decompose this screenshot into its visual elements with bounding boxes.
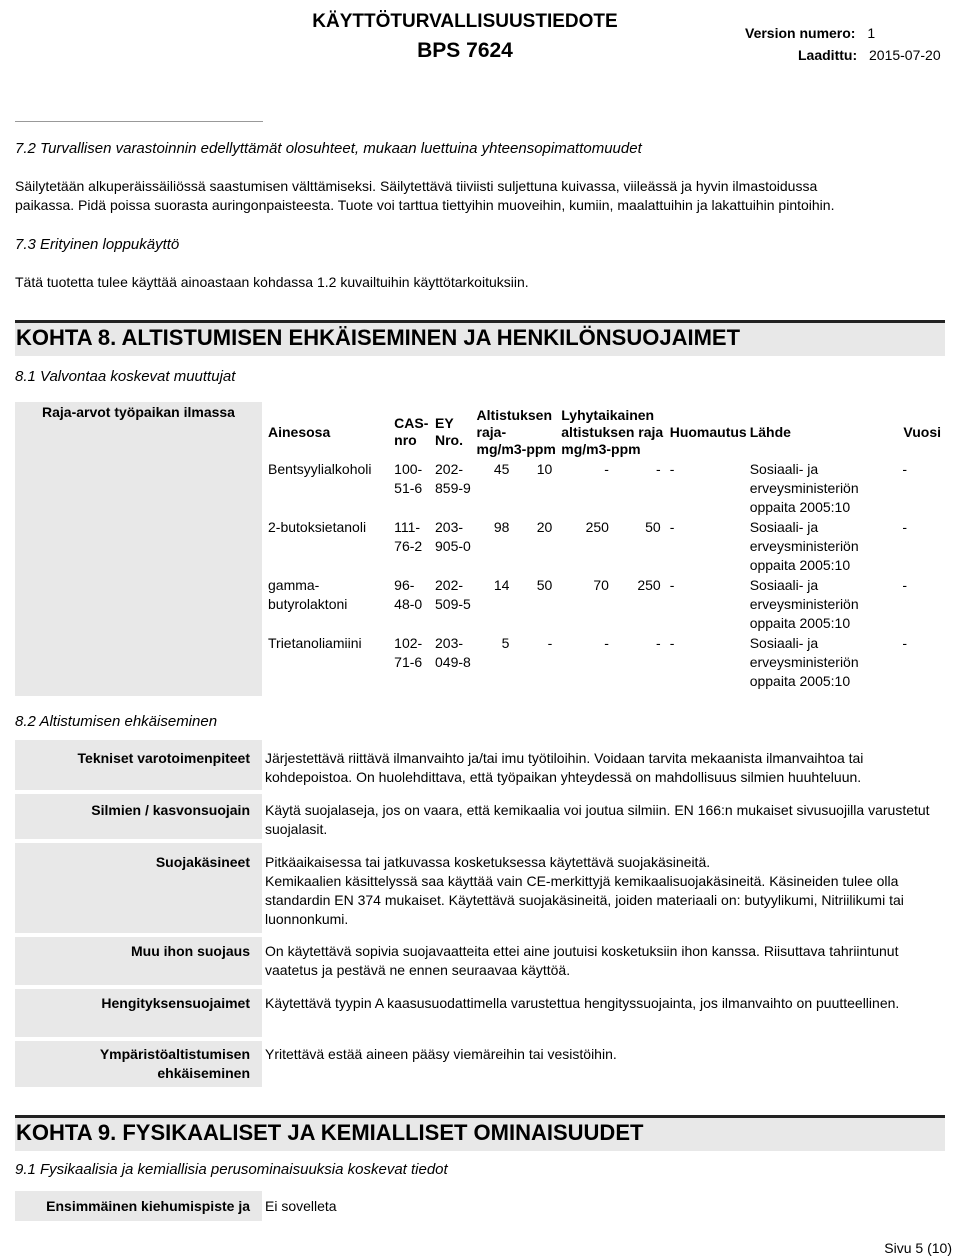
notes: -	[669, 519, 675, 535]
header-ey: EY Nro.	[435, 415, 463, 448]
source: Sosiaali- ja erveysministeriön oppaita 2005:10	[749, 635, 859, 689]
header-cas: CAS-nro	[394, 415, 429, 448]
ey-number: 202-509-5	[435, 577, 471, 612]
control-label-skin: Muu ihon suojaus	[131, 943, 250, 959]
header-source: Lähde	[749, 423, 791, 440]
section-8-title: KOHTA 8. ALTISTUMISEN EHKÄISEMINEN JA HENKILÖNSUOJAIMET	[16, 325, 741, 350]
control-text-gloves-detail: Kemikaalien käsittelyssä saa käyttää vain CE-merkittyjä kemikaalisuojakäsineitä. Käsineiden tulee olla standardin EN 374 mukaiset. Käytettävä suojakäsineitä, joiden materiaali on: butyylikumi, Nitriilikumi tai luonnonkumi.	[265, 873, 904, 927]
section-9-1-title: 9.1 Fysikaalisia ja kemiallisia perusominaisuuksia koskevat tiedot	[15, 1161, 448, 1178]
control-text-gloves: Pitkäaikaisessa tai jatkuvassa kosketuksessa käytettävä suojakäsineitä.	[265, 854, 711, 870]
short-limit-mg: 70	[593, 577, 609, 593]
limit-ppm: -	[547, 635, 553, 651]
cas-number: 100-51-6	[394, 461, 423, 496]
limits-label: Raja-arvot työpaikan ilmassa	[42, 404, 235, 420]
version-line	[745, 24, 875, 42]
short-limit-ppm: 50	[645, 519, 661, 535]
year: -	[902, 577, 907, 593]
limit-ppm: 10	[536, 461, 553, 477]
section-7-2-line2: paikassa. Pidä poissa suorasta auringonpaisteesta. Tuote voi tarttua tiettyihin muoveihin, kumiin, maalattuihin ja lakattuihin pintoihin.	[15, 197, 835, 213]
section-8-1-title: 8.1 Valvontaa koskevat muuttujat	[15, 368, 236, 385]
separator-line	[15, 121, 263, 122]
notes: -	[669, 461, 675, 477]
section-8-heading	[15, 320, 945, 356]
year: -	[902, 635, 907, 651]
header-year: Vuosi	[903, 423, 941, 440]
table-row	[265, 460, 945, 518]
short-limit-ppm: -	[656, 461, 661, 477]
exposure-limits-table	[265, 404, 945, 692]
control-text-respiratory: Käytettävä tyypin A kaasusuodattimella varustettua hengityssuojainta, jos ilmanvaihto on puutteellinen.	[265, 995, 900, 1011]
section-7-2-line1: Säilytetään alkuperäissäiliössä saastumisen välttämiseksi. Säilytettävä tiiviisti suljettuna kuivassa, viileässä ja hyvin ilmastoidussa	[15, 178, 818, 194]
short-limit-mg: -	[604, 635, 609, 651]
control-label-eye: Silmien / kasvonsuojain	[91, 802, 250, 818]
cas-number: 96-48-0	[394, 577, 423, 612]
date-value: 2015-07-20	[869, 47, 941, 63]
property-label: Ensimmäinen kiehumispiste ja	[46, 1198, 250, 1214]
section-9-heading	[15, 1115, 945, 1151]
version-value: 1	[867, 25, 876, 41]
control-text-skin: On käytettävä sopivia suojavaatteita ettei aine joutuisi kosketuksiin ihon kanssa. Riisuttava tahriintunut vaatetus ja pestävä ne ennen seuraavaa käyttöä.	[265, 943, 899, 978]
cas-number: 111-76-2	[394, 519, 423, 554]
control-label-environment: Ympäristöaltistumisen ehkäiseminen	[99, 1046, 250, 1081]
short-limit-mg: 250	[585, 519, 609, 535]
product-code: BPS 7624	[417, 39, 513, 62]
limit-mg: 5	[501, 635, 510, 651]
year: -	[902, 519, 907, 535]
section-7-2-title: 7.2 Turvallisen varastoinnin edellyttämät olosuhteet, mukaan luettuina yhteensopimattomuudet	[15, 140, 642, 157]
document-type-title: KÄYTTÖTURVALLISUUSTIEDOTE	[312, 11, 618, 32]
ey-number: 202-859-9	[435, 461, 471, 496]
substance-name: gamma-butyrolaktoni	[268, 577, 348, 612]
limits-label-box	[15, 402, 262, 696]
ey-number: 203-049-8	[435, 635, 471, 670]
table-row	[265, 518, 945, 576]
short-limit-ppm: -	[656, 635, 661, 651]
section-7-3-title: 7.3 Erityinen loppukäyttö	[15, 236, 180, 253]
source: Sosiaali- ja erveysministeriön oppaita 2005:10	[749, 577, 859, 631]
header-short-limit: Lyhytaikainen altistuksen raja mg/m3-ppm	[561, 406, 664, 457]
date-line	[798, 46, 941, 64]
substance-name: Trietanoliamiini	[268, 635, 362, 651]
control-text-technical: Järjestettävä riittävä ilmanvaihto ja/tai imu työtiloihin. Voidaan tarvita mekaanista ilmanvaihtoa tai kohdepoistoa. On huolehdittava, että työpaikan yhteydessä on mahdollisuus silmien huuhteluun.	[265, 750, 864, 785]
header-notes: Huomautus	[669, 423, 747, 440]
notes: -	[669, 635, 675, 651]
table-row	[265, 576, 945, 634]
limit-mg: 14	[493, 577, 510, 593]
version-label: Version numero:	[745, 25, 856, 41]
limit-mg: 45	[493, 461, 510, 477]
control-text-environment: Yritettävä estää aineen pääsy viemäreihin tai vesistöihin.	[265, 1046, 617, 1062]
year: -	[902, 461, 907, 477]
page-number: Sivu 5 (10)	[884, 1240, 952, 1256]
control-label-technical: Tekniset varotoimenpiteet	[77, 750, 250, 766]
ey-number: 203-905-0	[435, 519, 471, 554]
header-substance: Ainesosa	[268, 423, 331, 440]
control-label-gloves: Suojakäsineet	[155, 854, 250, 870]
limit-mg: 98	[493, 519, 510, 535]
table-header-row	[265, 404, 945, 460]
section-9-title: KOHTA 9. FYSIKAALISET JA KEMIALLISET OMINAISUUDET	[16, 1120, 644, 1145]
short-limit-mg: -	[604, 461, 609, 477]
substance-name: 2-butoksietanoli	[268, 519, 367, 535]
date-label: Laadittu:	[798, 47, 858, 63]
control-text-eye: Käytä suojalaseja, jos on vaara, että kemikaalia voi joutua silmiin. EN 166:n mukaiset sivusuojilla varustetut suojalasit.	[265, 802, 930, 837]
cas-number: 102-71-6	[394, 635, 423, 670]
property-value: Ei sovelleta	[265, 1198, 337, 1214]
source: Sosiaali- ja erveysministeriön oppaita 2005:10	[749, 461, 859, 515]
notes: -	[669, 577, 675, 593]
section-8-2-title: 8.2 Altistumisen ehkäiseminen	[15, 713, 218, 730]
header-limit: Altistuksen raja- mg/m3-ppm	[476, 406, 556, 457]
control-label-respiratory: Hengityksensuojaimet	[101, 995, 250, 1011]
short-limit-ppm: 250	[637, 577, 661, 593]
limit-ppm: 50	[536, 577, 553, 593]
section-7-3-text: Tätä tuotetta tulee käyttää ainoastaan kohdassa 1.2 kuvailtuihin käyttötarkoituksiin.	[15, 274, 529, 290]
limit-ppm: 20	[536, 519, 553, 535]
substance-name: Bentsyylialkoholi	[268, 461, 372, 477]
table-row	[265, 634, 945, 692]
source: Sosiaali- ja erveysministeriön oppaita 2005:10	[749, 519, 859, 573]
